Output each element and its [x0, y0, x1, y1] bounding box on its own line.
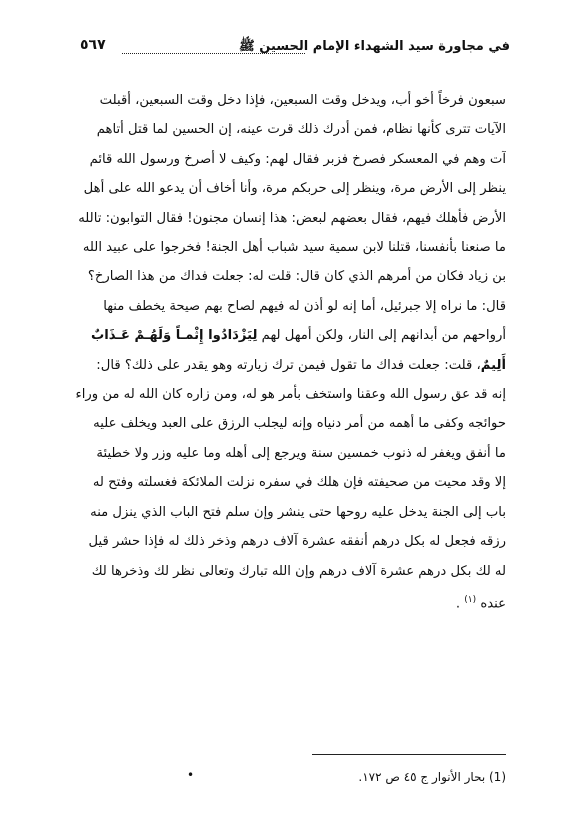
last-line-text: عنده — [480, 596, 506, 612]
body-line-14: إلا وقد محيت من صحيفته فإن هلك في سفره نزلت الملائكة فغسلته وفتح له — [92, 475, 506, 491]
body-line-5: الأرض فأهلك فيهم، فقال بعضهم لبعض: هذا إنسان مجنون! فقال التوابون: تالله — [78, 210, 506, 226]
page-number: ٥٦٧ — [80, 37, 106, 53]
body-line-4: ينظر إلى الأرض مرة، وينظر إلى حربكم مرة، وأنا أخاف أن يدعو الله على أهل — [83, 181, 506, 197]
running-title: في مجاورة سيد الشهداء الإمام الحسين ﷺ — [239, 39, 510, 54]
body-line-15: باب إلى الجنة يدخل عليه روحها حتى ينشر وإن سلم فتح الباب الذي ينزل منه — [90, 504, 506, 520]
quran-verse-part-2: أَلِيمٌ — [480, 357, 506, 373]
body-line-10 — [38, 351, 506, 380]
quran-verse-part-1: لِيَزْدَادُوا إِثْمـاً وَلَهُـمْ عَـذَابٌ — [91, 328, 258, 344]
body-line-7: بن زياد فكان من أمرهم الذي كان قال: قلت له: جعلت فداك من هذا الصارخ؟ — [87, 269, 506, 285]
body-line-13: ما أنفق ويغفر له ذنوب خمسين سنة ويرجع إلى أهله وما عليه وزر ولا خطيئة — [96, 445, 506, 461]
body-line-3: آت وهم في المعسكر فصرخ فزبر فقال لهم: وكيف لا أصرخ ورسول الله قائم — [89, 151, 506, 167]
body-line-1: سبعون فرخاً أخو أب، ويدخل وقت السبعين، فإذا دخل وقت السبعين، أقبلت — [99, 93, 506, 108]
body-line-2: الآيات تترى كأنها نظام، فمن أدرك ذلك قرت عينه، إن الحسين لما قتل أتاهم — [96, 122, 506, 138]
stray-dot: • — [187, 768, 195, 782]
body-line-18 — [38, 586, 506, 619]
footnote: (1) بحار الأنوار ج ٤٥ ص ١٧٢. — [358, 770, 506, 784]
footnote-reference: (١) — [464, 594, 477, 605]
body-line-8: قال: ما نراه إلا جبرئيل، أما إنه لو أذن له فيهم لصاح بهم صيحة يخطف منها — [103, 298, 506, 314]
body-line-12: حوائجه وكفى ما أهمه من أمر دنياه وإنه ليجلب الرزق على العبد ويخلف عليه — [93, 416, 506, 432]
footnote-separator — [312, 754, 506, 755]
last-line-end: . — [455, 596, 461, 612]
body-line-17: له لك بكل درهم عشرة آلاف درهم وإن الله تبارك وتعالى نظر لك وذخرها لك — [91, 563, 506, 579]
header-dotted-leader — [122, 53, 305, 54]
body-line-11: إنه قد عق رسول الله وعقنا واستخف بأمر هو له، ومن زاره كان الله له من وراء — [75, 387, 506, 403]
page-header — [80, 36, 510, 60]
body-line-16: رزقه فجعل له بكل درهم أنفقه عشرة آلاف درهم وذخر ذلك له فإذا حشر قيل — [88, 534, 506, 550]
body-line-9 — [38, 321, 506, 350]
body-line-6: ما صنعنا بأنفسنا، قتلنا لابن سمية سيد شباب أهل الجنة! فخرجوا على عبيد الله — [82, 240, 506, 256]
body-line-10-text: ، قلت: جعلت فداك ما تقول فيمن ترك زيارته وهو يقدر على ذلك؟ قال: — [96, 357, 481, 373]
body-text — [38, 86, 506, 619]
body-line-9-text: أرواحهم من أبدانهم إلى النار، ولكن أمهل لهم — [261, 328, 506, 344]
